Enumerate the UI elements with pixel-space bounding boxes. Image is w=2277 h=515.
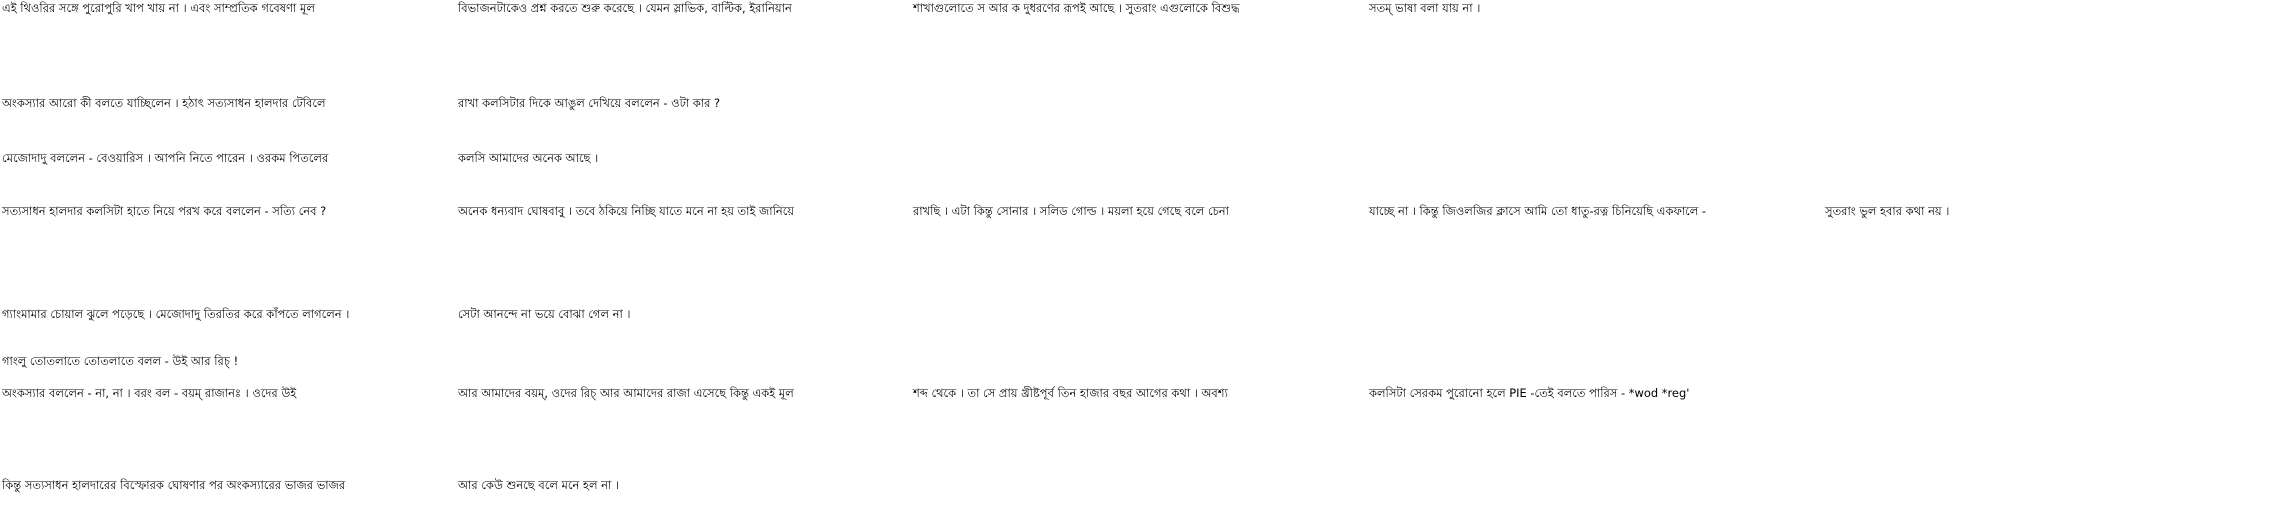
text-line: অনেক ধন্যবাদ ঘোষবাবু । তবে ঠকিয়ে নিচ্ছি যাতে মনে না হয় তাই জানিয়ে [457, 204, 794, 218]
paragraph-1 [2, 0, 1481, 17]
text-line: মেজোদাদু বললেন - বেওয়ারিস । আপনি নিতে পারেন । ওরকম পিতলের [2, 151, 329, 165]
text-line: রাখা কলসিটার দিকে আঙুল দেখিয়ে বললেন - ওটা কার ? [457, 96, 720, 110]
text-line: সেটা আনন্দে না ভয়ে বোঝা গেল না । [457, 307, 631, 321]
text-line: কলসিটা সেরকম পুরোনো হলে PIE -তেই বলতে পারিস - *wod *reg' [1368, 386, 1690, 400]
text-line: বিভাজনটাকেও প্রশ্ন করতে শুরু করেছে । যেমন স্লাভিক, বাল্টিক, ইরানিয়ান [457, 1, 792, 15]
text-line: সতম্‌ ভাষা বলা যায় না । [1368, 1, 1481, 15]
text-line: কিন্তু সত্যসাধন হালদারের বিস্ফোরক ঘোষণার পর অংকস্যারের ভাজর ভাজর [2, 478, 346, 492]
paragraph-2 [2, 95, 720, 112]
text-line: কলসি আমাদের অনেক আছে । [457, 151, 598, 165]
text-line: সত্যসাধন হালদার কলসিটা হাতে নিয়ে পরখ করে বললেন - সত্যি নেব ? [2, 204, 327, 218]
paragraph-6 [2, 353, 454, 370]
text-line: অংকস্যার বললেন - না, না । বরং বল - বয়ম্‌ রাজানঃ । ওদের উই [2, 386, 297, 400]
paragraph-4 [2, 203, 1950, 220]
text-line: আর আমাদের বয়ম্‌, ওদের রিচ্‌ আর আমাদের রাজা এসেছে কিন্তু একই মূল [457, 386, 794, 400]
text-line: অংকস্যার আরো কী বলতে যাচ্ছিলেন । হঠাৎ সত্যসাধন হালদার টেবিলে [2, 96, 326, 110]
text-line: গাংলু তোতলাতে তোতলাতে বলল - উই আর রিচ্‌ ! [2, 354, 239, 368]
text-line: শব্দ থেকে । তা সে প্রায় খ্রীষ্টপূর্ব তিন হাজার বছর আগের কথা । অবশ্য [913, 386, 1229, 400]
text-line: এই থিওরির সঙ্গে পুরোপুরি খাপ খায় না । এবং সাম্প্রতিক গবেষণা মূল [2, 1, 315, 15]
text-line: আর কেউ শুনছে বলে মনে হল না । [457, 478, 619, 492]
paragraph-7 [2, 385, 1690, 402]
text-line: শাখাগুলোতে স আর ক দুধরণের রূপই আছে । সুতরাং এগুলোকে বিশুদ্ধ [913, 1, 1240, 15]
text-line: গ্যাংমামার চোয়াল ঝুলে পড়েছে । মেজোদাদু তিরতির করে কাঁপতে লাগলেন । [2, 307, 350, 321]
text-line: সুতরাং ভুল হবার কথা নয় । [1824, 204, 1950, 218]
text-line: যাচ্ছে না । কিন্তু জিওলজির ক্লাসে আমি তো ধাতু-রত্ন চিনিয়েছি একফালে - [1368, 204, 1707, 218]
paragraph-5 [2, 306, 631, 323]
paragraph-3 [2, 150, 598, 167]
paragraph-8 [2, 477, 619, 494]
text-line: রাখছি । এটা কিন্তু সোনার । সলিড গোল্ড । ময়লা হয়ে গেছে বলে চেনা [913, 204, 1230, 218]
